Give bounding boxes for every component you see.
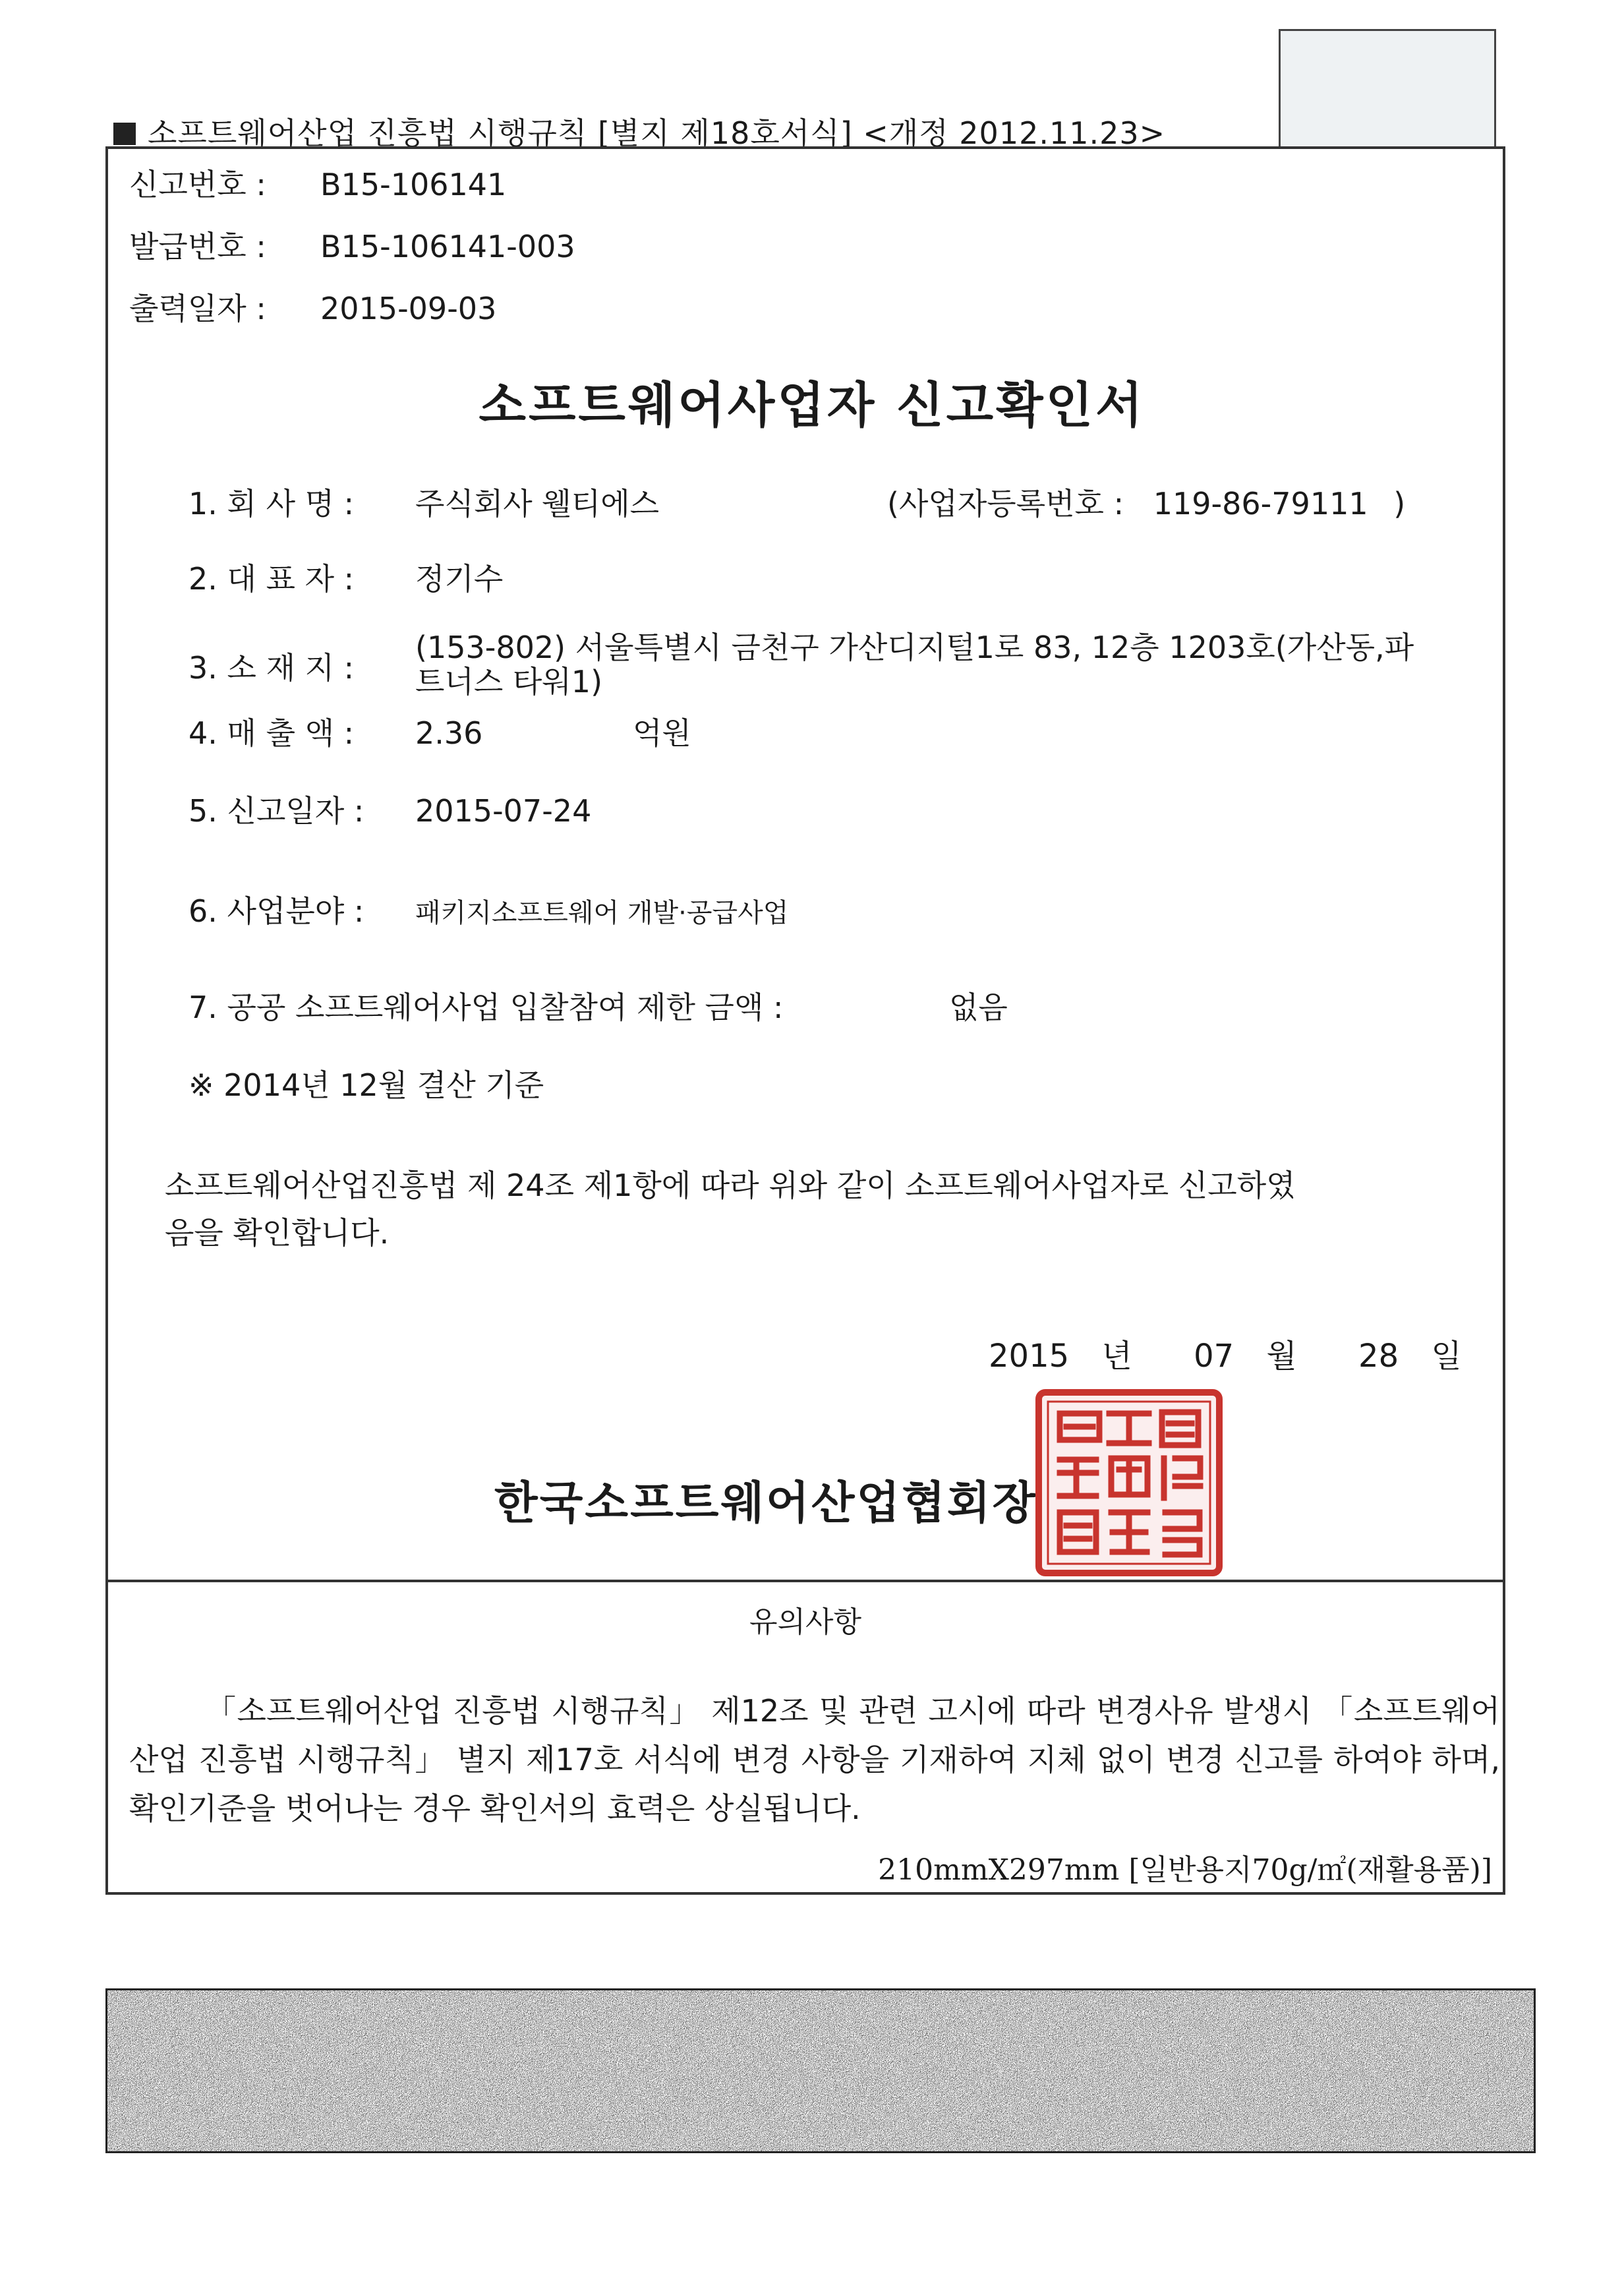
settlement-basis-note: ※ 2014년 12월 결산 기준 [188,1067,544,1103]
report-number-value: B15-106141 [320,167,507,202]
issue-date [989,1330,1462,1376]
address-line-2: 트너스 타워1) [415,664,603,699]
issuer-name: 한국소프트웨어산업협회장 [494,1477,1038,1530]
sales-unit: 억원 [633,715,691,751]
address-label: 3. 소 재 지 : [188,650,355,686]
issue-month-unit: 월 [1266,1338,1297,1375]
square-bullet-icon [113,123,136,145]
address-row [188,630,1414,699]
bid-limit-value: 없음 [949,990,1008,1025]
issue-number [129,223,575,266]
address-line-1: (153-802) 서울특별시 금천구 가산디지털1로 83, 12층 1203호(가산동,파 [415,630,1414,665]
bid-limit-row [188,984,1008,1027]
issue-month: 07 [1194,1338,1234,1375]
confirmation-line-1: 소프트웨어산업진흥법 제 24조 제1항에 따라 위와 같이 소프트웨어사업자로 신고하였 [165,1168,1296,1203]
business-field-label: 6. 사업분야 : [188,893,364,929]
business-reg-value: 119-86-79111 [1153,486,1368,521]
official-seal-icon [1033,1387,1225,1578]
company-label: 1. 회 사 명 : [188,486,355,521]
report-number-label: 신고번호 : [129,167,266,202]
business-reg-label: (사업자등록번호 : [887,486,1124,521]
confirmation-paragraph [165,1162,1457,1257]
ceo-row [188,555,503,599]
print-date-value: 2015-09-03 [320,291,497,326]
page-title: 소프트웨어사업자 신고확인서 [478,377,1146,434]
business-reg-number [887,480,1405,523]
issue-number-label: 발급번호 : [129,229,266,264]
print-date [129,285,496,328]
report-number [129,161,506,204]
business-field-row [188,887,788,931]
notice-body: 「소프트웨어산업 진흥법 시행규칙」 제12조 및 관련 고시에 따라 변경사유 발생시 「소프트웨어산업 진흥법 시행규칙」 별지 제17호 서식에 변경 사항을 기재하여 지체 없이 변경 신고를 하여야 하며, 확인기준을 벗어나는 경우 확인서의 효력은 상실됩니다. [129,1693,1500,1826]
business-reg-close: ) [1393,486,1406,521]
security-pattern-box [1279,29,1496,149]
ceo-value: 정기수 [415,561,504,597]
issue-year: 2015 [989,1338,1070,1375]
sales-row [188,709,691,753]
company-row [188,480,659,523]
ceo-label: 2. 대 표 자 : [188,561,355,597]
notice-title: 유의사항 [749,1605,861,1639]
report-date-value: 2015-07-24 [415,793,592,829]
issue-day: 28 [1358,1338,1399,1375]
report-date-row [188,787,591,831]
sales-label: 4. 매 출 액 : [188,715,355,751]
sales-value: 2.36 [415,715,483,751]
business-field-value: 패키지소프트웨어 개발·공급사업 [415,898,789,928]
notice-divider [105,1580,1505,1582]
bid-limit-label: 7. 공공 소프트웨어사업 입찰참여 제한 금액 : [188,990,784,1025]
form-reference-text: 소프트웨어산업 진흥법 시행규칙 [별지 제18호서식] <개정 2012.11.23> [148,115,1166,151]
print-date-label: 출력일자 : [129,291,266,326]
company-value: 주식회사 웰티에스 [415,486,660,521]
report-date-label: 5. 신고일자 : [188,793,364,829]
issue-day-unit: 일 [1431,1338,1462,1375]
confirmation-line-2: 음을 확인합니다. [165,1215,390,1251]
issue-number-value: B15-106141-003 [320,229,575,264]
paper-spec: 210mmX297mm [일반용지70g/㎡(재활용품)] [878,1853,1492,1887]
security-noise-pattern [105,1988,1536,2153]
issue-year-unit: 년 [1101,1338,1132,1375]
